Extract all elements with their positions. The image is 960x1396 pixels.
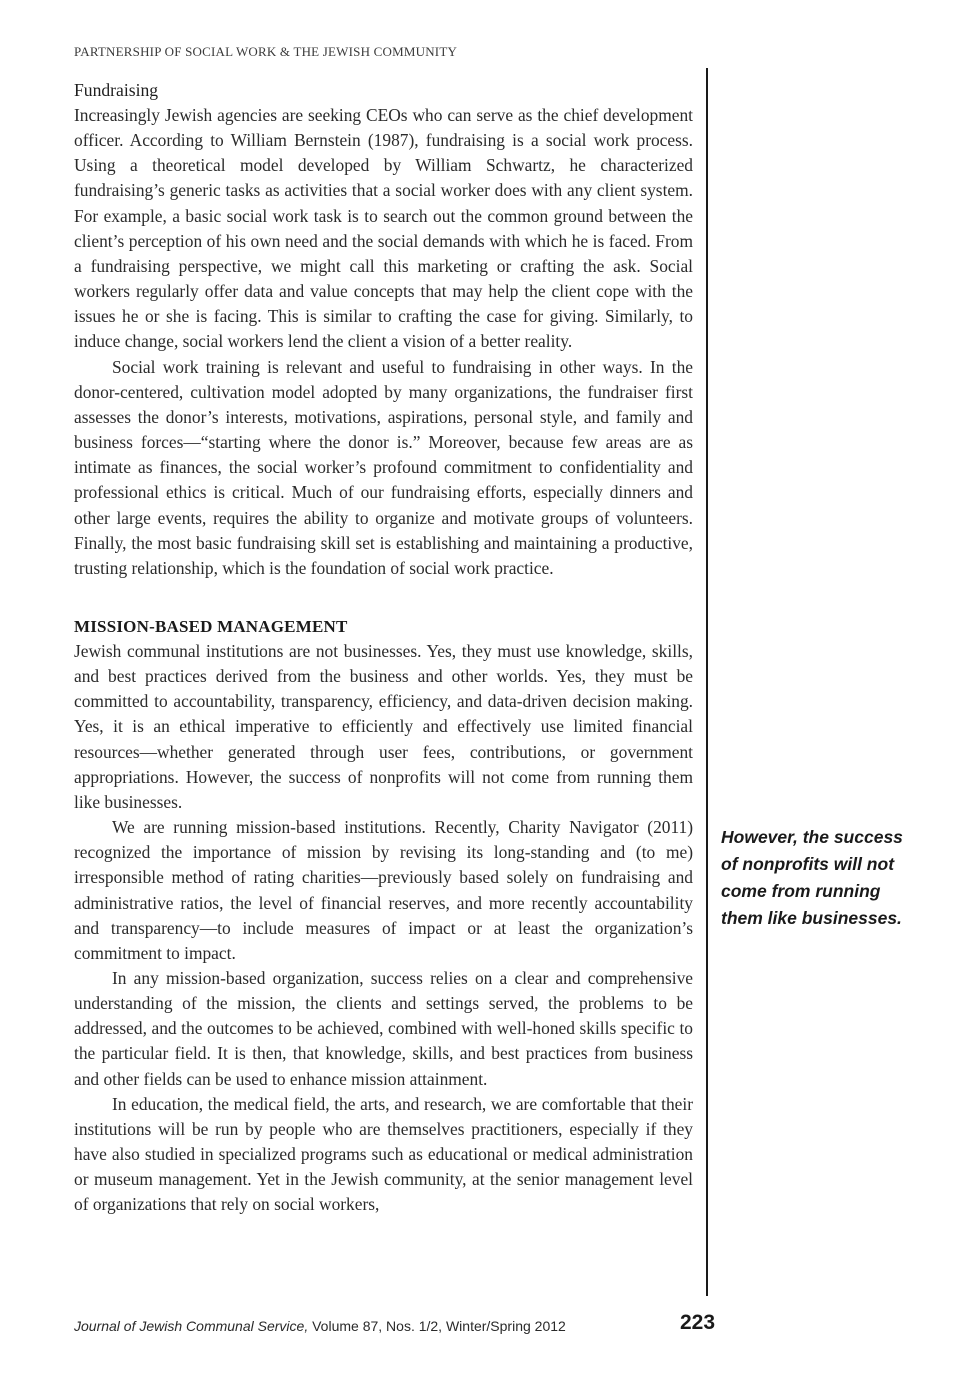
journal-name: Journal of Jewish Communal Service,	[74, 1318, 309, 1334]
main-text-column	[74, 78, 693, 1218]
pull-quote: However, the success of nonprofits will not come from running them like businesses.	[721, 827, 903, 928]
column-divider-rule	[706, 68, 708, 1296]
footer-citation	[74, 1318, 566, 1334]
fundraising-paragraph-2: Social work training is relevant and useful to fundraising in other ways. In the donor-centered, cultivation model adopted by many organizations, the fundraiser first assesses the donor’s interests, motivations, aspirations, personal style, and family and business forces—“starting where the donor is.” Moreover, because few areas are as intimate as finances, the social worker’s profound commitment to confidentiality and professional ethics is critical. Much of our fundraising efforts, especially dinners and other large events, requires the ability to organize and motivate groups of volunteers. Finally, the most basic fundraising skill set is establishing and maintaining a productive, trusting relationship, which is the foundation of social work practice.	[74, 356, 693, 578]
mission-paragraph-1: Jewish communal institutions are not businesses. Yes, they must use knowledge, skills, and best practices derived from the business and other worlds. Yes, they must be committed to accountability, transparency, efficiency, and data-driven decision making. Yes, it is an ethical imperative to efficiently and effectively use limited financial resources—whether generated through user fees, contributions, or government appropriations. However, the success of nonprofits will not come from running them like businesses.	[74, 640, 693, 812]
volume-info: Volume 87, Nos. 1/2, Winter/Spring 2012	[308, 1318, 566, 1334]
fundraising-heading: Fundraising	[74, 80, 159, 100]
mission-paragraph-4: In education, the medical field, the arts, and research, we are comfortable that their institutions will be run by people who are themselves practitioners, especially if they have also studied in specialized programs such as educational or medical administration or museum management. Yet in the Jewish community, at the senior management level of organizations that rely on social workers,	[74, 1093, 693, 1215]
mission-based-management-heading: MISSION-BASED MANAGEMENT	[74, 616, 348, 636]
running-head: PARTNERSHIP OF SOCIAL WORK & THE JEWISH COMMUNITY	[74, 44, 458, 59]
fundraising-paragraph-1: Increasingly Jewish agencies are seeking CEOs who can serve as the chief development officer. According to William Bernstein (1987), fundraising is a social work process. Using a theoretical model developed by William Schwartz, he characterized fundraising’s generic tasks as activities that a social worker does with any client system. For example, a basic social work task is to search out the common ground between the client’s perception of his own need and the social demands with which he is faced. From a fundraising perspective, we might call this marketing or crafting the ask. Social workers regularly offer data and value concepts that may help the client cope with the issues he or she is facing. This is similar to crafting the case for giving. Similarly, to induce change, social workers lend the client a vision of a better reality.	[74, 105, 693, 352]
mission-paragraph-3: In any mission-based organization, success relies on a clear and comprehensive understanding of the mission, the clients and settings served, the problems to be addressed, and the outcomes to be achieved, combined with well-honed skills specific to the particular field. It is then, that knowledge, skills, and best practices from business and other fields can be used to enhance mission attainment.	[74, 968, 693, 1089]
page-number: 223	[680, 1311, 716, 1334]
mission-paragraph-2: We are running mission-based institutions. Recently, Charity Navigator (2011) recognized the importance of mission by revising its long-standing and (to me) irresponsible method of rating charities—previously based solely on fundraising and administrative ratios, the level of financial reserves, and more recently accountability and transparency—to include measures of impact or at least the organization’s commitment to impact.	[74, 817, 693, 963]
